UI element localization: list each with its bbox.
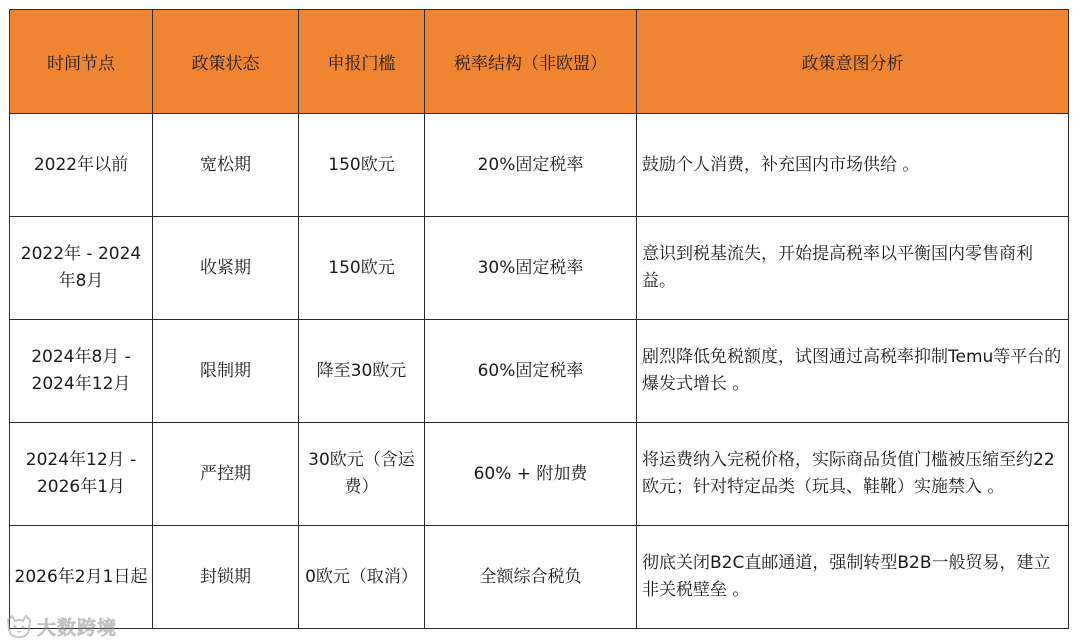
cell-tax: 60% + 附加费: [425, 423, 637, 526]
header-time: 时间节点: [10, 10, 153, 114]
cell-intent: 意识到税基流失，开始提高税率以平衡国内零售商利益。: [637, 217, 1069, 320]
cell-threshold: 150欧元: [299, 217, 425, 320]
table-row: [10, 526, 1069, 629]
header-row: [10, 10, 1069, 114]
cell-intent: 鼓励个人消费，补充国内市场供给 。: [637, 114, 1069, 217]
table-row: [10, 217, 1069, 320]
cell-status: 严控期: [153, 423, 299, 526]
watermark: [4, 613, 117, 640]
cell-threshold: 150欧元: [299, 114, 425, 217]
watermark-text: 大数跨境: [37, 617, 118, 639]
header-threshold: 申报门槛: [299, 10, 425, 114]
cat-logo-icon: [4, 614, 34, 640]
cell-intent: 将运费纳入完税价格，实际商品货值门槛被压缩至约22欧元；针对特定品类（玩具、鞋靴）实施禁入 。: [637, 423, 1069, 526]
cell-tax: 全额综合税负: [425, 526, 637, 629]
cell-status: 限制期: [153, 320, 299, 423]
header-intent: 政策意图分析: [637, 10, 1069, 114]
cell-intent: 剧烈降低免税额度，试图通过高税率抑制Temu等平台的爆发式增长 。: [637, 320, 1069, 423]
cell-status: 封锁期: [153, 526, 299, 629]
cell-tax: 20%固定税率: [425, 114, 637, 217]
cell-tax: 60%固定税率: [425, 320, 637, 423]
cell-time: 2026年2月1日起: [10, 526, 153, 629]
cell-threshold: 降至30欧元: [299, 320, 425, 423]
cell-time: 2022年 - 2024年8月: [10, 217, 153, 320]
table-row: [10, 320, 1069, 423]
policy-table: [9, 9, 1069, 629]
cell-threshold: 30欧元（含运费）: [299, 423, 425, 526]
table-row: [10, 423, 1069, 526]
cell-tax: 30%固定税率: [425, 217, 637, 320]
header-tax-structure: 税率结构（非欧盟）: [425, 10, 637, 114]
cell-status: 收紧期: [153, 217, 299, 320]
header-status: 政策状态: [153, 10, 299, 114]
cell-time: 2024年12月 - 2026年1月: [10, 423, 153, 526]
table-row: [10, 114, 1069, 217]
cell-time: 2024年8月 - 2024年12月: [10, 320, 153, 423]
cell-threshold: 0欧元（取消）: [299, 526, 425, 629]
cell-time: 2022年以前: [10, 114, 153, 217]
cell-intent: 彻底关闭B2C直邮通道，强制转型B2B一般贸易，建立非关税壁垒 。: [637, 526, 1069, 629]
cell-status: 宽松期: [153, 114, 299, 217]
